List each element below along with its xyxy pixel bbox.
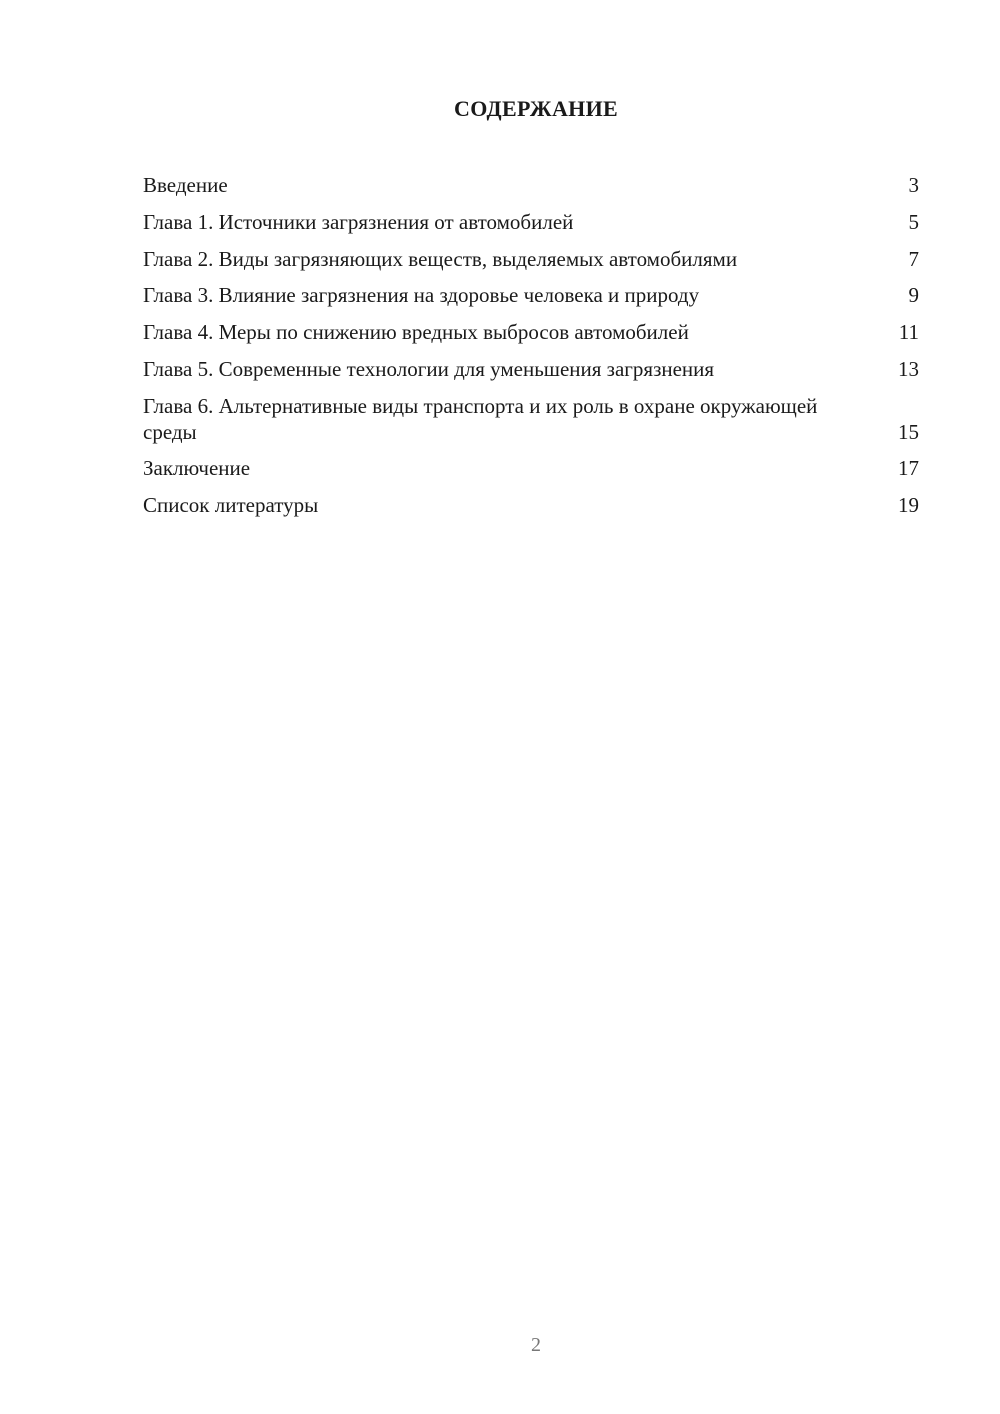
- toc-entry-label: Глава 4. Меры по снижению вредных выбросов автомобилей: [143, 320, 689, 344]
- toc-entry-chapter-1[interactable]: [143, 209, 919, 235]
- toc-entry-chapter-5[interactable]: [143, 356, 919, 382]
- toc-entry-chapter-2[interactable]: [143, 246, 919, 272]
- toc-entry-page: 15: [898, 420, 919, 444]
- toc-entry-label: Глава 2. Виды загрязняющих веществ, выделяемых автомобилями: [143, 247, 738, 271]
- toc-entry-label: Список литературы: [143, 493, 319, 517]
- toc-entry-page: 19: [898, 493, 919, 517]
- table-of-contents: [143, 172, 919, 529]
- toc-entry-label: Заключение: [143, 456, 251, 480]
- toc-entry-chapter-6[interactable]: [143, 393, 919, 445]
- toc-entry-page: 9: [908, 283, 919, 307]
- toc-entry-chapter-4[interactable]: [143, 319, 919, 345]
- toc-title: СОДЕРЖАНИЕ: [454, 96, 618, 121]
- toc-entry-bibliography[interactable]: [143, 492, 919, 518]
- toc-entry-introduction[interactable]: [143, 172, 919, 198]
- toc-entry-page: 13: [898, 357, 919, 381]
- page-number: 2: [531, 1334, 541, 1356]
- toc-entry-page: 3: [908, 173, 919, 197]
- toc-entry-label: Глава 1. Источники загрязнения от автомобилей: [143, 210, 574, 234]
- toc-entry-chapter-3[interactable]: [143, 282, 919, 308]
- toc-entry-label: Введение: [143, 173, 228, 197]
- toc-entry-label: Глава 6. Альтернативные виды транспорта и их роль в охране окружающей среды: [143, 394, 818, 444]
- toc-entry-page: 17: [898, 456, 919, 480]
- toc-entry-page: 11: [898, 320, 919, 344]
- toc-entry-label: Глава 3. Влияние загрязнения на здоровье человека и природу: [143, 283, 700, 307]
- toc-entry-page: 7: [908, 247, 919, 271]
- toc-entry-page: 5: [908, 210, 919, 234]
- toc-entry-label: Глава 5. Современные технологии для уменьшения загрязнения: [143, 357, 715, 381]
- toc-entry-conclusion[interactable]: [143, 455, 919, 481]
